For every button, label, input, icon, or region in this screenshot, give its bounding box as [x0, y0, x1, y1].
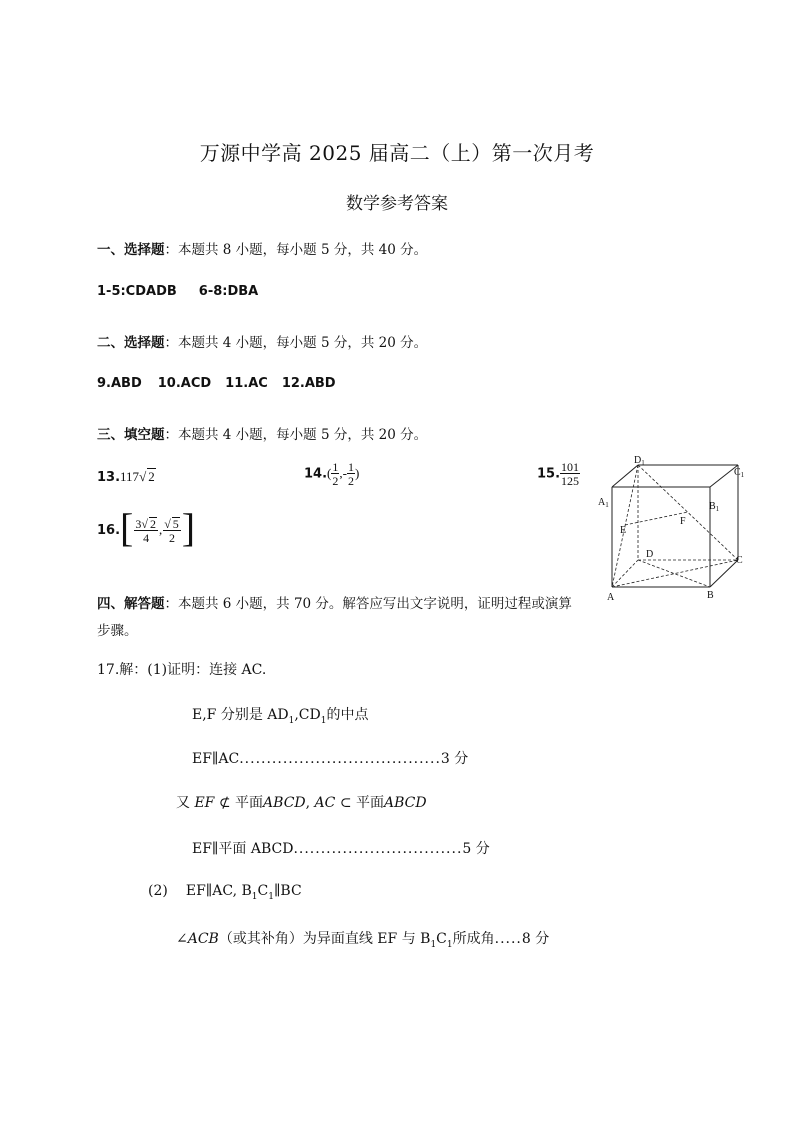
q17-l3c: ⊄ 平面 — [214, 795, 264, 811]
cube-edges — [612, 465, 738, 587]
q17-sub-b: 1 — [320, 715, 327, 726]
q15-d: 125 — [561, 474, 580, 488]
q17-l1b: ,CD — [294, 707, 321, 723]
q17-l3h: ABCD — [384, 795, 427, 811]
answer-12: 12.ABD — [281, 376, 336, 391]
section-3-label: 三、填空题 — [97, 427, 165, 443]
label-F: F — [680, 516, 686, 527]
q17-l3e: , — [305, 795, 315, 811]
section-4-desc-cont: 步骤。 — [97, 623, 138, 639]
q17-l6b: ACB — [187, 931, 219, 947]
section-4-label: 四、解答题 — [97, 596, 165, 612]
section-1-heading — [97, 238, 427, 258]
q17-line-1 — [192, 704, 368, 726]
q17-l3f: AC — [314, 795, 336, 811]
q16-sep: , — [158, 522, 163, 537]
q17-l6e: 所成角 — [452, 931, 495, 947]
answer-1-5: 1-5:CDADB — [97, 284, 177, 299]
q16-number: 16. — [97, 522, 121, 538]
answer-16: 16. [ $\frac{3√ 2}{4}$ , $\frac{√ 5}{2}$ ] — [97, 505, 196, 550]
answer-14 — [304, 461, 359, 487]
q17-line-3 — [176, 792, 427, 812]
q17-l2-dots: ..................................... — [239, 751, 441, 767]
q14-sep: ,- — [339, 465, 347, 481]
q15-frac — [560, 461, 580, 487]
q14-d1: 2 — [332, 474, 339, 488]
q13-radicand: 2 — [148, 469, 155, 484]
q17-head: 17.解：(1)证明：连接 AC. — [97, 662, 267, 678]
q17-l6a: ∠ — [176, 931, 188, 947]
q14-frac-2 — [347, 461, 355, 487]
q17-l4-score: 5 分 — [462, 841, 490, 857]
label-A1: $A_1$ — [598, 497, 609, 509]
q17-l4-dots: ............................... — [293, 841, 463, 857]
q17-sub-c: 1 — [251, 891, 258, 902]
q16-d1: 4 — [134, 530, 158, 544]
q16-n1a: 3 — [135, 516, 142, 531]
cube-hidden-edges — [612, 465, 738, 587]
answer-6-8: 6-8:DBA — [198, 284, 259, 299]
q17-l3b: EF — [194, 795, 215, 811]
label-B: B — [707, 590, 714, 601]
q17-l3d: ABCD — [263, 795, 306, 811]
q16-d2: 2 — [163, 530, 181, 544]
q16-n1r: 2 — [149, 516, 156, 531]
q17-l5b: EF∥AC, B — [185, 883, 252, 899]
label-D: D — [646, 549, 654, 560]
q17-sub-f: 1 — [446, 939, 453, 950]
section-2-desc: ：本题共 4 小题，每小题 5 分，共 20 分。 — [164, 335, 428, 351]
q16-frac-2: $\frac{√ 5}{2}$ — [164, 516, 179, 545]
q17-l4: EF∥平面 ABCD — [192, 841, 294, 857]
q17-l2: EF∥AC — [192, 751, 240, 767]
q14-number: 14. — [304, 466, 328, 482]
q14-n2: 1 — [347, 460, 354, 474]
q17-l2-score: 3 分 — [440, 751, 469, 767]
q13-number: 13. — [97, 470, 121, 485]
section-3-desc: ：本题共 4 小题，每小题 5 分，共 20 分。 — [164, 427, 428, 443]
q17-line-6 — [176, 928, 549, 950]
q17-l3a: 又 — [176, 795, 195, 811]
label-E: E — [620, 525, 627, 536]
page-subtitle: 数学参考答案 — [346, 194, 448, 214]
q17-l6d: C — [436, 931, 447, 947]
q14-close: ) — [354, 465, 360, 481]
q17-l5a: (2) — [148, 883, 168, 899]
section-4-heading — [97, 592, 572, 612]
q17-l1c: 的中点 — [326, 707, 369, 723]
q14-open: ( — [327, 465, 332, 481]
label-B1: $B_1$ — [709, 501, 720, 513]
section-1-desc: ：本题共 8 小题，每小题 5 分，共 40 分。 — [164, 242, 428, 258]
section-1-answers — [97, 284, 280, 299]
label-A: A — [607, 592, 615, 603]
q17-l6-dots: ..... — [494, 931, 522, 947]
q15-number: 15. — [537, 466, 561, 482]
section-2-heading — [97, 331, 427, 351]
section-3-heading — [97, 423, 427, 443]
q17-l6c: （或其补角）为异面直线 EF 与 B — [218, 931, 431, 947]
q17-sub-d: 1 — [268, 891, 274, 902]
answer-15 — [537, 461, 580, 487]
page-title: 万源中学高 2025 届高二（上）第一次月考 — [199, 141, 595, 165]
q16-frac-1: $\frac{3√ 2}{4}$ — [135, 516, 156, 545]
label-C: C — [736, 555, 743, 566]
answer-13: 13.117√ 2 — [97, 469, 155, 485]
section-4-desc: ：本题共 6 小题，共 70 分。解答应写出文字说明，证明过程或演算 — [164, 596, 572, 612]
label-D1: $D_1$ — [634, 455, 645, 467]
q17-l3g: ⊂ 平面 — [335, 795, 385, 811]
section-2-answers — [97, 376, 358, 391]
q17-line-4 — [192, 838, 490, 858]
q17-l5c: C — [257, 883, 269, 899]
q17-line-2 — [192, 748, 468, 768]
q14-n1: 1 — [332, 460, 339, 474]
q14-d2: 2 — [347, 474, 354, 488]
section-2-label: 二、选择题 — [97, 335, 165, 351]
q17-l5d: ∥BC — [273, 883, 302, 899]
q17-l6-score: 8 分 — [521, 931, 550, 947]
label-C1: $C_1$ — [734, 467, 745, 479]
section-1-label: 一、选择题 — [97, 242, 165, 258]
answer-9: 9.ABD — [97, 376, 142, 391]
q17-sub-a: 1 — [288, 715, 295, 726]
answer-10: 10.ACD — [157, 376, 212, 391]
q17-line-5 — [148, 883, 302, 902]
q17-l1a: E,F 分别是 AD — [192, 707, 289, 723]
q13-coef: 117 — [120, 469, 140, 484]
q15-n: 101 — [561, 460, 580, 474]
answer-11: 11.AC — [225, 376, 268, 391]
q17-sub-e: 1 — [430, 939, 437, 950]
cube-figure — [590, 455, 760, 605]
q16-n2r: 5 — [172, 516, 179, 531]
